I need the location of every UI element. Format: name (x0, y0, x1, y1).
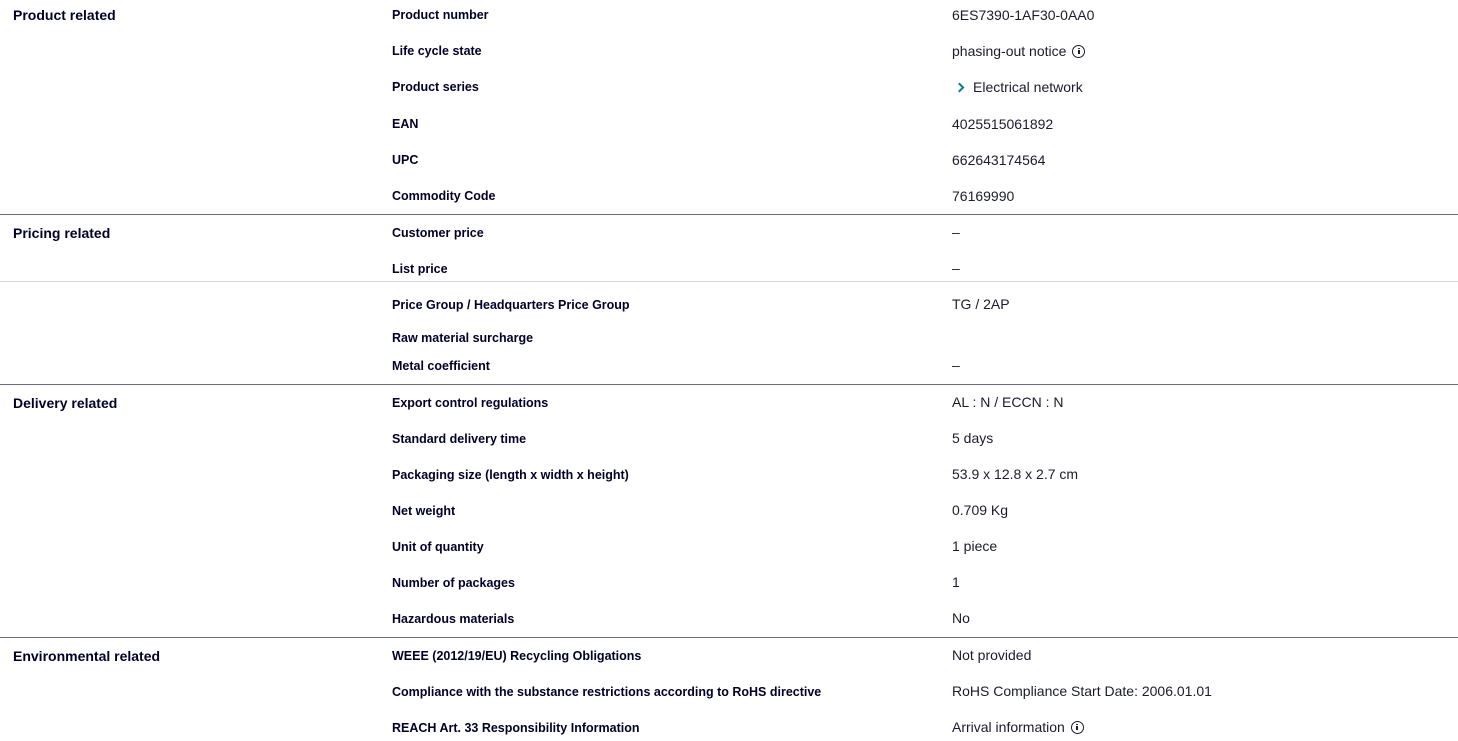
commodity-code-value: 76169990 (952, 188, 1015, 204)
row-label: Product number (392, 8, 489, 22)
row-export-control (0, 385, 1458, 421)
section-pricing-related (0, 215, 1458, 385)
row-upc (0, 145, 1458, 181)
row-price-group (0, 281, 1458, 319)
row-net-weight (0, 493, 1458, 529)
number-of-packages-value: 1 (952, 574, 960, 590)
packaging-size-value: 53.9 x 12.8 x 2.7 cm (952, 466, 1079, 482)
row-hazardous-materials (0, 601, 1458, 637)
row-value (952, 430, 993, 446)
export-control-value: AL : N / ECCN : N (952, 394, 1064, 410)
row-standard-delivery-time (0, 421, 1458, 457)
row-value (952, 224, 960, 240)
ean-value: 4025515061892 (952, 116, 1054, 132)
row-commodity-code (0, 181, 1458, 214)
section-title: Pricing related (13, 225, 111, 241)
row-label: List price (392, 262, 448, 276)
row-value (952, 466, 1078, 482)
row-label: Product series (392, 80, 479, 94)
row-value (952, 357, 960, 373)
row-label: EAN (392, 117, 419, 131)
row-packaging-size (0, 457, 1458, 493)
row-value (952, 7, 1094, 23)
row-value (952, 260, 960, 276)
product-series-link[interactable] (952, 79, 1083, 95)
row-weee (0, 638, 1458, 674)
info-circle-icon[interactable] (1071, 721, 1084, 734)
row-label: Hazardous materials (392, 612, 515, 626)
row-label: REACH Art. 33 Responsibility Information (392, 721, 640, 735)
net-weight-value: 0.709 Kg (952, 502, 1009, 518)
section-product-related (0, 0, 1458, 215)
row-label: Raw material surcharge (392, 331, 534, 345)
row-reach (0, 710, 1458, 741)
row-value (952, 152, 1045, 168)
row-raw-material-surcharge (0, 319, 1458, 349)
life-cycle-value: phasing-out notice (952, 43, 1067, 59)
product-series-value: Electrical network (973, 79, 1083, 95)
delivery-time-value: 5 days (952, 430, 994, 446)
row-label: Export control regulations (392, 396, 549, 410)
product-number-value: 6ES7390-1AF30-0AA0 (952, 7, 1095, 23)
row-product-series (0, 72, 1458, 109)
reach-value: Arrival information (952, 719, 1065, 735)
row-label: Life cycle state (392, 44, 482, 58)
row-value (952, 538, 997, 554)
row-value (952, 296, 1010, 312)
section-title: Environmental related (13, 648, 161, 664)
row-label: Unit of quantity (392, 540, 484, 554)
section-delivery-related (0, 385, 1458, 638)
row-label: Metal coefficient (392, 359, 490, 373)
list-price-value: – (952, 260, 960, 276)
rohs-value: RoHS Compliance Start Date: 2006.01.01 (952, 683, 1212, 699)
metal-coefficient-value: – (952, 357, 960, 373)
hazardous-materials-value: No (952, 610, 970, 626)
row-value (952, 610, 970, 626)
row-product-number (0, 0, 1458, 36)
row-value (952, 502, 1008, 518)
upc-value: 662643174564 (952, 152, 1046, 168)
row-value (952, 116, 1053, 132)
row-list-price (0, 251, 1458, 281)
row-value (952, 647, 1031, 663)
row-label: Standard delivery time (392, 432, 527, 446)
row-number-of-packages (0, 565, 1458, 601)
chevron-right-icon (955, 82, 965, 92)
section-title: Delivery related (13, 395, 118, 411)
row-value (952, 683, 1212, 699)
row-ean (0, 109, 1458, 145)
row-life-cycle-state (0, 36, 1458, 72)
row-label: UPC (392, 153, 419, 167)
info-circle-icon[interactable] (1072, 45, 1085, 58)
section-title: Product related (13, 7, 116, 23)
unit-of-quantity-value: 1 piece (952, 538, 998, 554)
row-value (952, 719, 1084, 735)
row-metal-coefficient (0, 349, 1458, 384)
row-label: Commodity Code (392, 189, 496, 203)
row-value (952, 574, 960, 590)
weee-value: Not provided (952, 647, 1032, 663)
row-rohs (0, 674, 1458, 710)
price-group-value: TG / 2AP (952, 296, 1010, 312)
row-label: Price Group / Headquarters Price Group (392, 298, 630, 312)
row-label: WEEE (2012/19/EU) Recycling Obligations (392, 649, 642, 663)
row-label: Packaging size (length x width x height) (392, 468, 629, 482)
row-customer-price (0, 215, 1458, 251)
customer-price-value: – (952, 224, 960, 240)
row-label: Net weight (392, 504, 456, 518)
row-label: Compliance with the substance restrictions according to RoHS directive (392, 685, 822, 699)
row-label: Number of packages (392, 576, 515, 590)
row-value (952, 188, 1014, 204)
row-unit-of-quantity (0, 529, 1458, 565)
row-label: Customer price (392, 226, 484, 240)
row-value (952, 43, 1085, 59)
section-environmental-related (0, 638, 1458, 741)
row-value (952, 394, 1064, 410)
